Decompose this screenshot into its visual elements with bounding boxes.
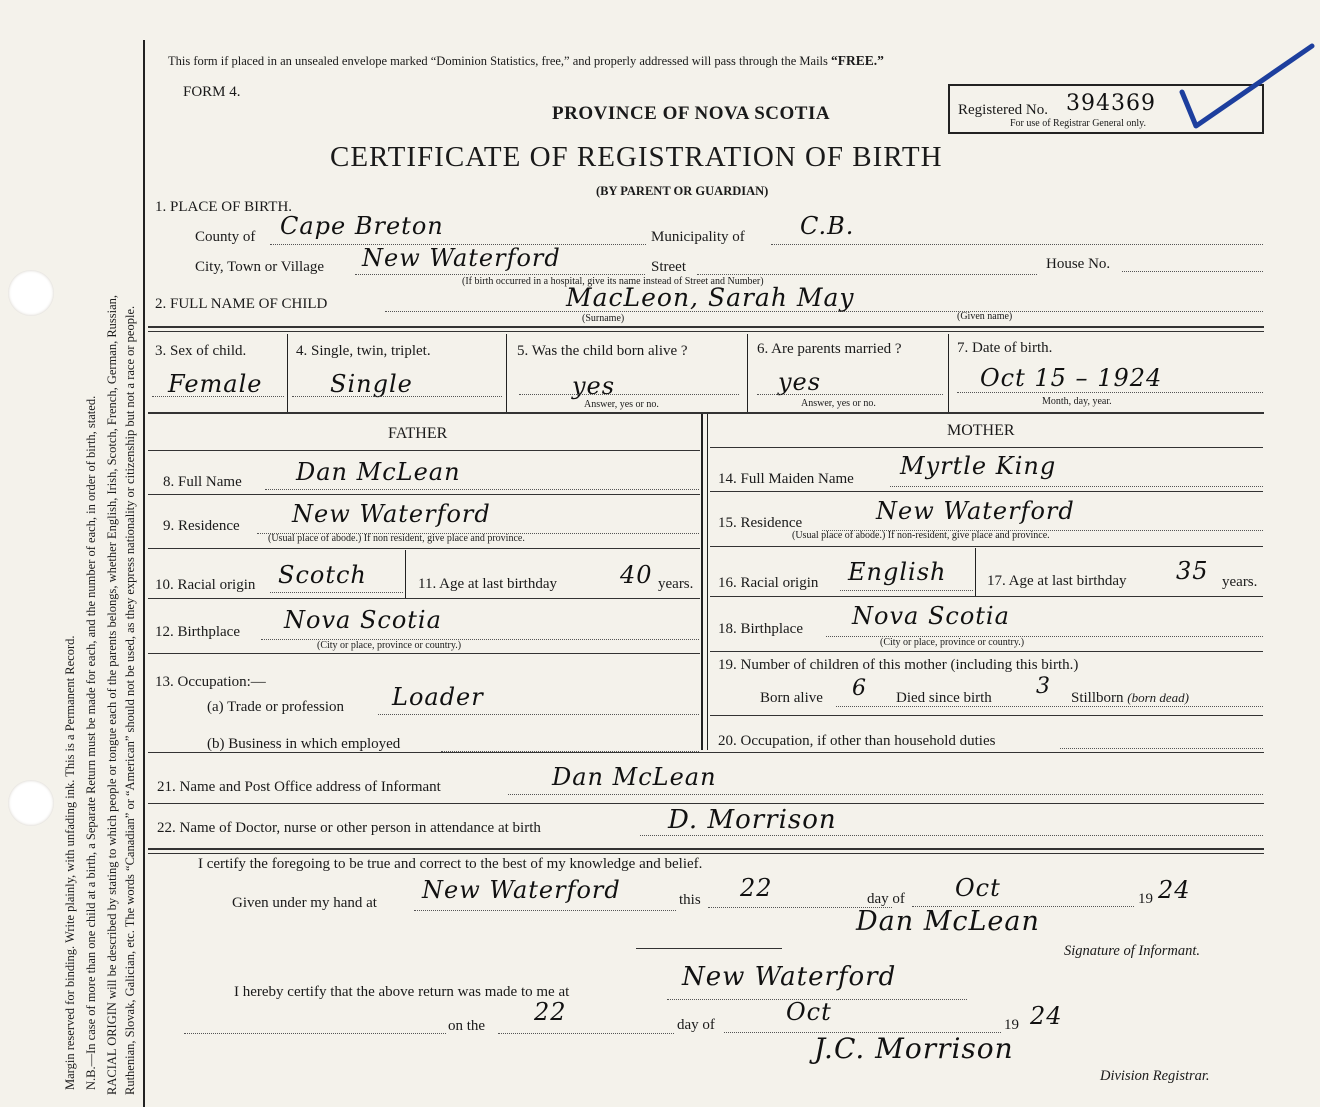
- child-name-label: 2. FULL NAME OF CHILD: [155, 296, 328, 312]
- mother-children-label: 19. Number of children of this mother (including this birth.): [718, 657, 1079, 673]
- registered-label: Registered No.: [958, 102, 1048, 118]
- given-place-dotline: [414, 910, 676, 911]
- mother-residence-note: (Usual place of abode.) If non-resident, give place and province.: [792, 530, 1050, 541]
- stillborn-label: Stillborn (born dead): [1071, 690, 1190, 706]
- registrar-statement: I hereby certify that the above return was made to me at: [234, 984, 570, 1000]
- father-residence-label: 9. Residence: [163, 518, 240, 534]
- plurality-dotline: [292, 396, 502, 397]
- province-heading: PROVINCE OF NOVA SCOTIA: [552, 103, 831, 124]
- given-year-prefix: 19: [1138, 891, 1153, 907]
- sidebar-line-4: Ruthenian, Slovak, Galician, etc. The words “Canadian” or “American” should not be used, as they express nationality or citizenship but not a race or people.: [123, 305, 137, 1095]
- registrar-day-dotline: [498, 1033, 674, 1034]
- mother-residence-label: 15. Residence: [718, 515, 803, 531]
- house-dotline: [1122, 271, 1263, 272]
- died-since-birth-value: 3: [1036, 674, 1051, 699]
- mother-name-value: Myrtle King: [900, 452, 1057, 480]
- mother-racial-dotline: [840, 590, 973, 591]
- father-trade-label: (a) Trade or profession: [207, 699, 345, 715]
- given-month-value: Oct: [955, 874, 1001, 902]
- signature-of-informant-label: Signature of Informant.: [1064, 943, 1201, 959]
- father-racial-label: 10. Racial origin: [155, 577, 256, 593]
- date-of-birth-label: 7. Date of birth.: [957, 340, 1053, 356]
- child-name-value: MacLeon, Sarah May: [566, 283, 855, 312]
- heading-rule-right: [710, 447, 1263, 448]
- given-day-value: 22: [740, 874, 773, 902]
- certificate-title: CERTIFICATE OF REGISTRATION OF BIRTH: [330, 141, 943, 173]
- signature-rule-left: [636, 948, 782, 949]
- parent-divider-right: [707, 414, 708, 750]
- mother-name-label: 14. Full Maiden Name: [718, 471, 854, 487]
- mother-birthplace-label: 18. Birthplace: [718, 621, 803, 637]
- municipality-label: Municipality of: [651, 229, 745, 245]
- county-value: Cape Breton: [280, 212, 444, 240]
- father-business-label: (b) Business in which employed: [207, 736, 401, 752]
- parents-married-value: yes: [778, 368, 822, 396]
- municipality-value: C.B.: [800, 212, 855, 240]
- registrar-day-value: 22: [534, 998, 567, 1026]
- mother-name-dotline: [890, 486, 1263, 487]
- mother-occupation-label: 20. Occupation, if other than household duties: [718, 733, 996, 749]
- certificate-subtitle: (BY PARENT OR GUARDIAN): [596, 184, 769, 198]
- mother-racial-value: English: [848, 558, 947, 586]
- given-place-value: New Waterford: [422, 876, 621, 904]
- registrar-day-of-label: day of: [677, 1017, 715, 1033]
- county-label: County of: [195, 229, 256, 245]
- date-of-birth-dotline: [957, 392, 1263, 393]
- given-day-of-label: day of: [867, 891, 905, 907]
- plurality-value: Single: [330, 370, 413, 398]
- born-alive-note: Answer, yes or no.: [584, 399, 659, 410]
- certify-statement: I certify the foregoing to be true and correct to the best of my knowledge and belief.: [198, 856, 703, 872]
- free-label: “FREE.”: [831, 53, 884, 68]
- col-divider-1: [287, 334, 288, 412]
- father-birthplace-value: Nova Scotia: [284, 606, 442, 634]
- section-rule-1: [148, 326, 1264, 328]
- father-trade-dotline: [378, 714, 699, 715]
- mother-row-rule-3: [710, 596, 1263, 597]
- father-row-rule-1: [148, 494, 700, 495]
- mother-row-rule-5: [710, 715, 1263, 716]
- father-row-rule-3: [148, 598, 700, 599]
- section-rule-3: [148, 412, 1264, 414]
- born-alive-count-label: Born alive: [760, 690, 823, 706]
- col-divider-2: [506, 334, 507, 412]
- mother-age-divider: [975, 548, 976, 596]
- father-name-dotline: [265, 489, 699, 490]
- sex-label: 3. Sex of child.: [155, 343, 247, 359]
- father-trade-value: Loader: [392, 683, 484, 711]
- registrar-year-value: 24: [1030, 1002, 1063, 1030]
- mother-row-rule-4: [710, 651, 1263, 652]
- registrar-leader-dotline: [184, 1033, 446, 1034]
- father-age-divider: [405, 550, 406, 598]
- registrar-signature: J.C. Morrison: [814, 1032, 1014, 1065]
- doctor-value: D. Morrison: [668, 805, 837, 835]
- date-of-birth-note: Month, day, year.: [1042, 396, 1112, 407]
- check-mark-icon: [1178, 40, 1316, 136]
- parents-married-note: Answer, yes or no.: [801, 398, 876, 409]
- registered-number: 394369: [1066, 91, 1156, 116]
- informant-dotline: [508, 794, 1263, 795]
- parents-married-dotline: [757, 394, 943, 395]
- margin-rule: [143, 40, 145, 1107]
- city-dotline: [355, 274, 645, 275]
- mother-birthplace-value: Nova Scotia: [852, 602, 1010, 630]
- children-dotline: [836, 706, 1263, 707]
- sex-value: Female: [168, 370, 263, 398]
- mother-heading: MOTHER: [947, 422, 1015, 439]
- division-registrar-label: Division Registrar.: [1100, 1068, 1210, 1084]
- section-rule-6: [148, 853, 1264, 854]
- father-age-years: years.: [658, 576, 694, 592]
- form-number: FORM 4.: [183, 84, 241, 100]
- mother-birthplace-note: (City or place, province or country.): [880, 637, 1025, 648]
- father-occupation-label: 13. Occupation:—: [155, 674, 266, 690]
- father-age-label: 11. Age at last birthday: [418, 576, 557, 592]
- heading-rule-left: [148, 450, 700, 451]
- given-under-label: Given under my hand at: [232, 895, 377, 911]
- city-value: New Waterford: [362, 244, 561, 272]
- born-alive-value: yes: [572, 372, 616, 400]
- father-birthplace-note: (City or place, province or country.): [317, 640, 462, 651]
- city-label: City, Town or Village: [195, 259, 325, 275]
- informant-value: Dan McLean: [552, 763, 717, 791]
- father-name-label: 8. Full Name: [163, 474, 242, 490]
- sidebar-line-3: RACIAL ORIGIN will be described by stating to which people or tongue each of the parents belongs, whether English, Irish, Scotch, French, German, Russian,: [105, 294, 119, 1095]
- section-rule-4: [148, 752, 1264, 753]
- sidebar-line-2: N.B.—In case of more than one child at a birth, a Separate Return must be made for each, and the number of each, in order of birth, stated.: [84, 395, 98, 1090]
- registered-note: For use of Registrar General only.: [1010, 118, 1146, 129]
- mother-age-value: 35: [1176, 557, 1209, 585]
- mother-row-rule-1: [710, 491, 1263, 492]
- section-rule-5: [148, 848, 1264, 850]
- registrar-month-value: Oct: [786, 998, 832, 1026]
- mother-row-rule-2: [710, 546, 1263, 547]
- informant-rule: [148, 803, 1264, 804]
- sex-dotline: [152, 396, 284, 397]
- died-since-birth-label: Died since birth: [896, 690, 992, 706]
- mail-notice: This form if placed in an unsealed envelope marked “Dominion Statistics, free,” and properly addressed will pass through the Mails “FREE.”: [168, 53, 884, 68]
- surname-note: (Surname): [582, 313, 625, 324]
- father-residence-value: New Waterford: [292, 500, 491, 528]
- sidebar-line-1: Margin reserved for binding. Write plainly, with unfading ink. This is a Permanent Record.: [63, 635, 77, 1090]
- date-of-birth-value: Oct 15 – 1924: [980, 364, 1163, 392]
- father-age-value: 40: [620, 561, 653, 589]
- father-racial-dotline: [270, 592, 403, 593]
- street-dotline: [697, 274, 1037, 275]
- doctor-dotline: [640, 835, 1263, 836]
- registrar-place-value: New Waterford: [682, 962, 897, 992]
- mother-residence-value: New Waterford: [876, 497, 1075, 525]
- parents-married-label: 6. Are parents married ?: [757, 341, 902, 357]
- plurality-label: 4. Single, twin, triplet.: [296, 343, 431, 359]
- informant-signature: Dan McLean: [856, 906, 1040, 937]
- punch-hole-bottom: [8, 780, 54, 826]
- punch-hole-top: [8, 270, 54, 316]
- mother-occupation-dotline: [1060, 748, 1263, 749]
- father-racial-value: Scotch: [278, 561, 367, 589]
- col-divider-4: [948, 334, 949, 412]
- registrar-year-prefix: 19: [1004, 1017, 1019, 1033]
- registrar-on-the-label: on the: [448, 1018, 486, 1034]
- parent-divider-left: [701, 414, 703, 750]
- hospital-note: (If birth occurred in a hospital, give its name instead of Street and Number): [462, 276, 764, 287]
- street-label: Street: [651, 259, 686, 275]
- born-alive-label: 5. Was the child born alive ?: [517, 343, 688, 359]
- place-of-birth-heading: 1. PLACE OF BIRTH.: [155, 199, 293, 215]
- doctor-label: 22. Name of Doctor, nurse or other person in attendance at birth: [157, 820, 541, 836]
- informant-label: 21. Name and Post Office address of Informant: [157, 779, 441, 795]
- born-alive-count-value: 6: [852, 676, 867, 701]
- mother-age-label: 17. Age at last birthday: [987, 573, 1127, 589]
- father-birthplace-label: 12. Birthplace: [155, 624, 240, 640]
- father-row-rule-4: [148, 653, 700, 654]
- father-residence-note: (Usual place of abode.) If non resident, give place and province.: [268, 533, 525, 544]
- house-number-label: House No.: [1046, 256, 1111, 272]
- col-divider-3: [747, 334, 748, 412]
- father-heading: FATHER: [388, 425, 448, 442]
- born-alive-dotline: [519, 394, 739, 395]
- given-this-label: this: [679, 892, 701, 908]
- father-name-value: Dan McLean: [296, 458, 461, 486]
- mother-age-years: years.: [1222, 574, 1258, 590]
- section-rule-2: [148, 331, 1264, 332]
- stillborn-note: (born dead): [1127, 690, 1190, 705]
- father-row-rule-2: [148, 548, 700, 549]
- given-year-value: 24: [1158, 876, 1191, 904]
- municipality-dotline: [771, 244, 1263, 245]
- given-name-note: (Given name): [957, 311, 1013, 322]
- mother-racial-label: 16. Racial origin: [718, 575, 819, 591]
